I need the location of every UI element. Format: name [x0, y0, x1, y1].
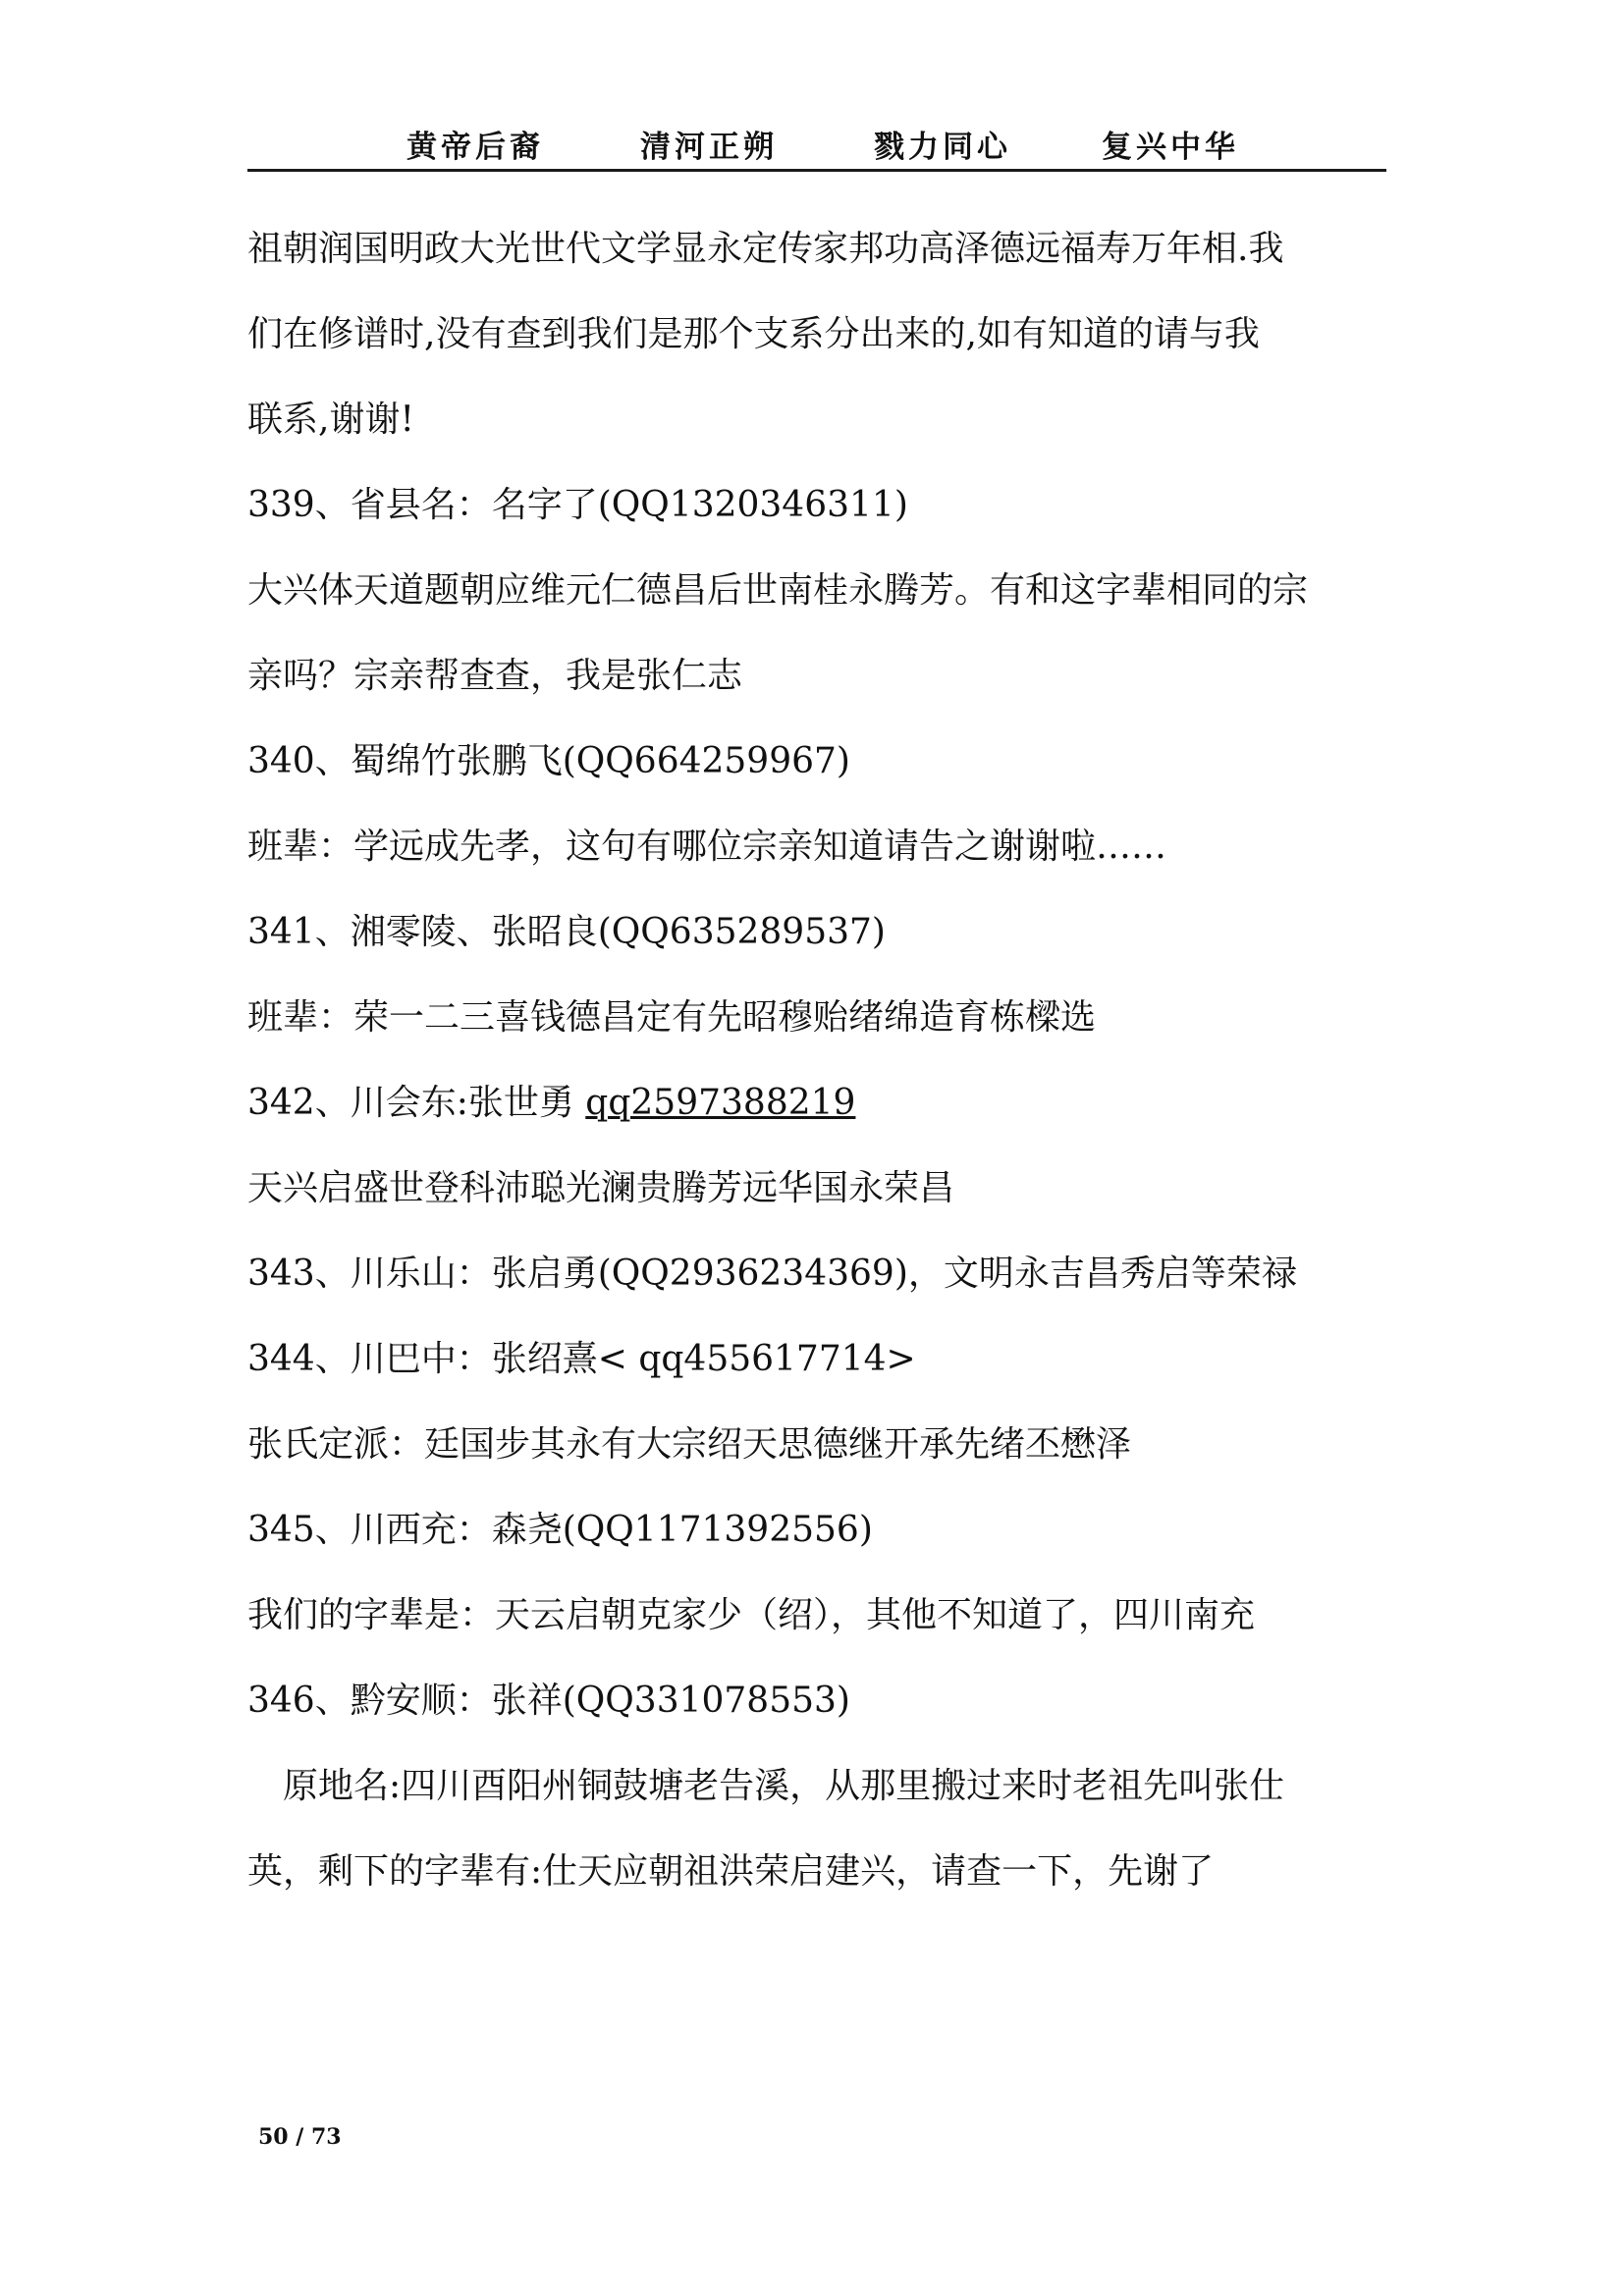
- qq-link[interactable]: qq2597388219: [585, 1083, 856, 1123]
- page-header: [247, 118, 1386, 172]
- body-line: 张氏定派：廷国步其永有大宗绍天思德继开承先绪丕懋泽: [247, 1424, 1132, 1465]
- entry-heading-339: 339、省县名：名字了(QQ1320346311): [247, 485, 908, 525]
- body-line: 班辈：学远成先孝，这句有哪位宗亲知道请告之谢谢啦……: [247, 827, 1167, 867]
- entry-342-label: 342、川会东:张世勇: [247, 1083, 586, 1123]
- header-motto-4: 复兴中华: [1102, 130, 1239, 165]
- entry-heading-345: 345、川西充：森尧(QQ1171392556): [247, 1510, 873, 1550]
- body-line: 联系,谢谢!: [247, 400, 414, 440]
- body-line: 我们的字辈是：天云启朝克家少（绍），其他不知道了，四川南充: [247, 1595, 1256, 1635]
- body-line: 原地名:四川酉阳州铜鼓塘老告溪，从那里搬过来时老祖先叫张仕: [283, 1766, 1285, 1806]
- body-line: 大兴体天道题朝应维元仁德昌后世南桂永腾芳。有和这字辈相同的宗: [247, 570, 1309, 611]
- body-line: 们在修谱时,没有查到我们是那个支系分出来的,如有知道的请与我: [247, 314, 1260, 354]
- body-line: 祖朝润国明政大光世代文学显永定传家邦功高泽德远福寿万年相.我: [247, 229, 1284, 269]
- entry-heading-343: 343、川乐山：张启勇(QQ2936234369)，文明永吉昌秀启等荣禄: [247, 1254, 1297, 1294]
- header-motto-3: 戮力同心: [874, 130, 1011, 165]
- entry-heading-344: 344、川巴中：张绍熹< qq455617714>: [247, 1339, 916, 1379]
- entry-heading-341: 341、湘零陵、张昭良(QQ635289537): [247, 912, 886, 952]
- header-motto-2: 清河正朔: [640, 130, 778, 165]
- page-number: 50 / 73: [258, 2124, 342, 2150]
- document-body: [247, 206, 1386, 1914]
- entry-heading-340: 340、蜀绵竹张鹏飞(QQ664259967): [247, 741, 850, 781]
- body-line: 亲吗？宗亲帮查查，我是张仁志: [247, 656, 743, 696]
- body-line: 天兴启盛世登科沛聪光澜贵腾芳远华国永荣昌: [247, 1168, 955, 1208]
- header-motto-1: 黄帝后裔: [406, 130, 544, 165]
- entry-heading-346: 346、黔安顺：张祥(QQ331078553): [247, 1681, 850, 1721]
- body-line: 班辈：荣一二三喜钱德昌定有先昭穆贻绪绵造育栋樑选: [247, 997, 1097, 1038]
- entry-heading-342: [247, 1060, 1386, 1146]
- body-line: 英，剩下的字辈有:仕天应朝祖洪荣启建兴，请查一下，先谢了: [247, 1851, 1215, 1892]
